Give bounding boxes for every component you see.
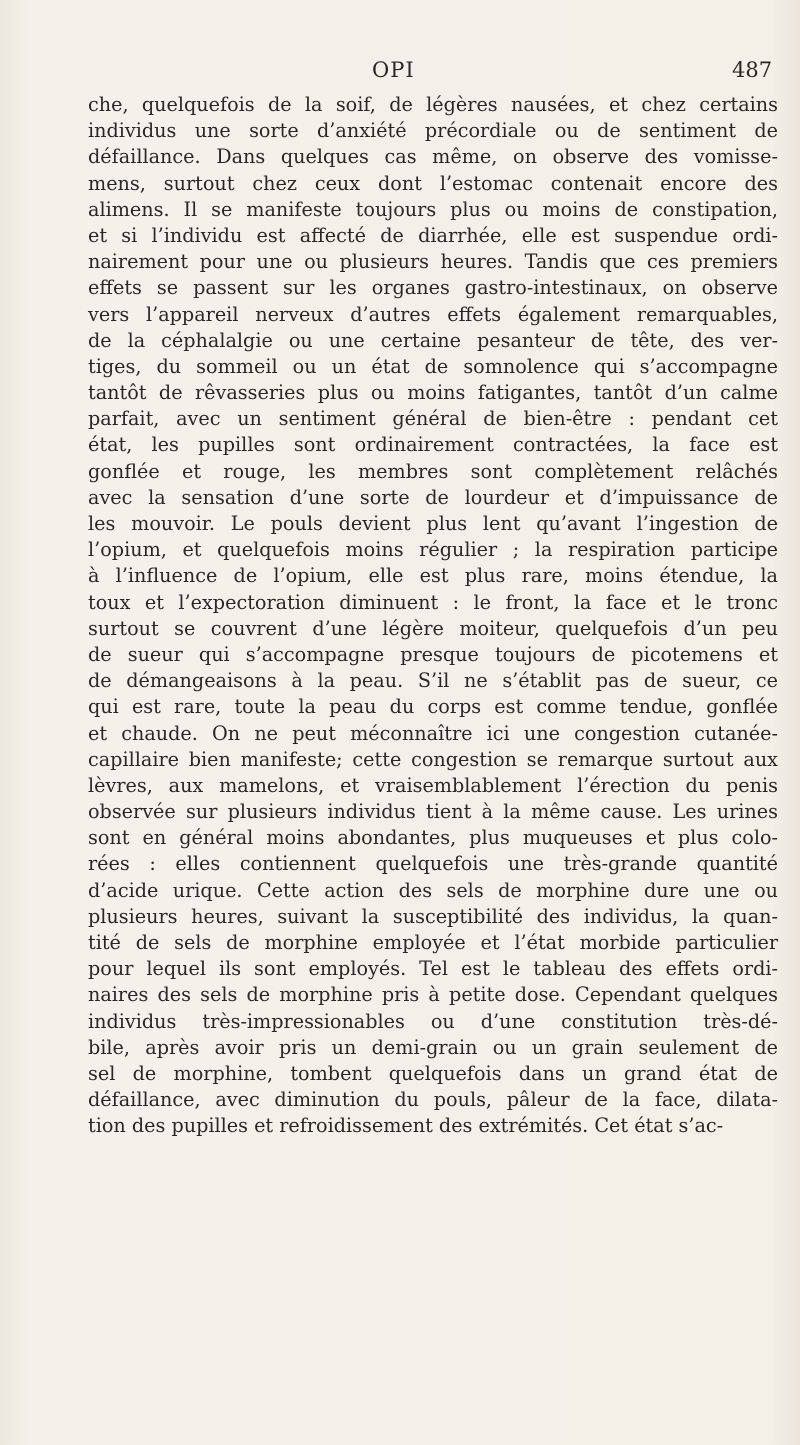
text-line: alimens. Il se manifeste toujours plus ou moins de constipation,: [88, 197, 778, 221]
text-line: toux et l’expectoration diminuent : le front, la face et le tronc: [88, 590, 778, 614]
text-line: rées : elles contiennent quelquefois une très-grande quantité: [88, 852, 778, 876]
text-line: naires des sels de morphine pris à petite dose. Cependant quelques: [88, 983, 778, 1007]
text-line: état, les pupilles sont ordinairement contractées, la face est: [88, 433, 778, 457]
text-line: tité de sels de morphine employée et l’état morbide particulier: [88, 931, 778, 954]
text-line: pour lequel ils sont employés. Tel est le tableau des effets ordi-: [88, 957, 778, 981]
text-line: avec la sensation d’une sorte de lourdeur et d’impuissance de: [88, 485, 778, 509]
text-line: d’acide urique. Cette action des sels de morphine dure une ou: [88, 878, 778, 902]
text-line: et si l’individu est affecté de diarrhée, elle est suspendue ordi-: [88, 223, 778, 247]
text-line: mens, surtout chez ceux dont l’estomac contenait encore des: [88, 171, 778, 195]
text-line: et chaude. On ne peut méconnaître ici une congestion cutanée-: [88, 721, 778, 745]
text-line: individus très-impressionables ou d’une constitution très-dé-: [88, 1009, 778, 1033]
text-line: nairement pour une ou plusieurs heures. Tandis que ces premiers: [88, 250, 778, 274]
body-text: [88, 92, 778, 1140]
text-line: bile, après avoir pris un demi-grain ou un grain seulement de: [88, 1035, 778, 1059]
text-line: de sueur qui s’accompagne presque toujours de picotemens et: [88, 642, 778, 666]
text-line: capillaire bien manifeste; cette congestion se remarque surtout aux: [88, 747, 778, 771]
text-line: de la céphalalgie ou une certaine pesanteur de tête, des ver-: [88, 328, 778, 352]
running-head: OPI: [372, 58, 415, 82]
text-line: les mouvoir. Le pouls devient plus lent qu’avant l’ingestion de: [88, 512, 778, 535]
text-line: sont en général moins abondantes, plus muqueuses et plus colo-: [88, 826, 778, 850]
text-line: à l’influence de l’opium, elle est plus rare, moins étendue, la: [88, 564, 778, 588]
text-line: l’opium, et quelquefois moins régulier ; la respiration participe: [88, 538, 778, 562]
text-line: défaillance. Dans quelques cas même, on observe des vomisse-: [88, 145, 778, 169]
text-line: tion des pupilles et refroidissement des extrémités. Cet état s’ac-: [88, 1114, 724, 1138]
text-line: qui est rare, toute la peau du corps est comme tendue, gonflée: [88, 695, 778, 719]
text-line: gonflée et rouge, les membres sont complètement relâchés: [88, 459, 778, 483]
text-line: tiges, du sommeil ou un état de somnolence qui s’accompagne: [88, 354, 778, 378]
page-header: [0, 58, 800, 88]
text-line: individus une sorte d’anxiété précordiale ou de sentiment de: [88, 119, 778, 143]
text-line: surtout se couvrent d’une légère moiteur, quelquefois d’un peu: [88, 616, 778, 640]
text-line: tantôt de rêvasseries plus ou moins fatigantes, tantôt d’un calme: [88, 381, 778, 405]
text-line: observée sur plusieurs individus tient à la même cause. Les urines: [88, 800, 778, 824]
text-line: parfait, avec un sentiment général de bien-être : pendant cet: [88, 407, 778, 431]
text-line: effets se passent sur les organes gastro-intestinaux, on observe: [88, 276, 778, 300]
text-line: de démangeaisons à la peau. S’il ne s’établit pas de sueur, ce: [88, 669, 778, 693]
text-line: plusieurs heures, suivant la susceptibilité des individus, la quan-: [88, 904, 778, 928]
text-line: che, quelquefois de la soif, de légères nausées, et chez certains: [88, 93, 778, 116]
page-number: 487: [732, 58, 773, 82]
text-line: vers l’appareil nerveux d’autres effets également remarquables,: [88, 302, 778, 326]
text-line: défaillance, avec diminution du pouls, pâleur de la face, dilata-: [88, 1088, 778, 1112]
text-line: sel de morphine, tombent quelquefois dans un grand état de: [88, 1061, 778, 1085]
text-line: lèvres, aux mamelons, et vraisemblablement l’érection du penis: [88, 773, 778, 797]
